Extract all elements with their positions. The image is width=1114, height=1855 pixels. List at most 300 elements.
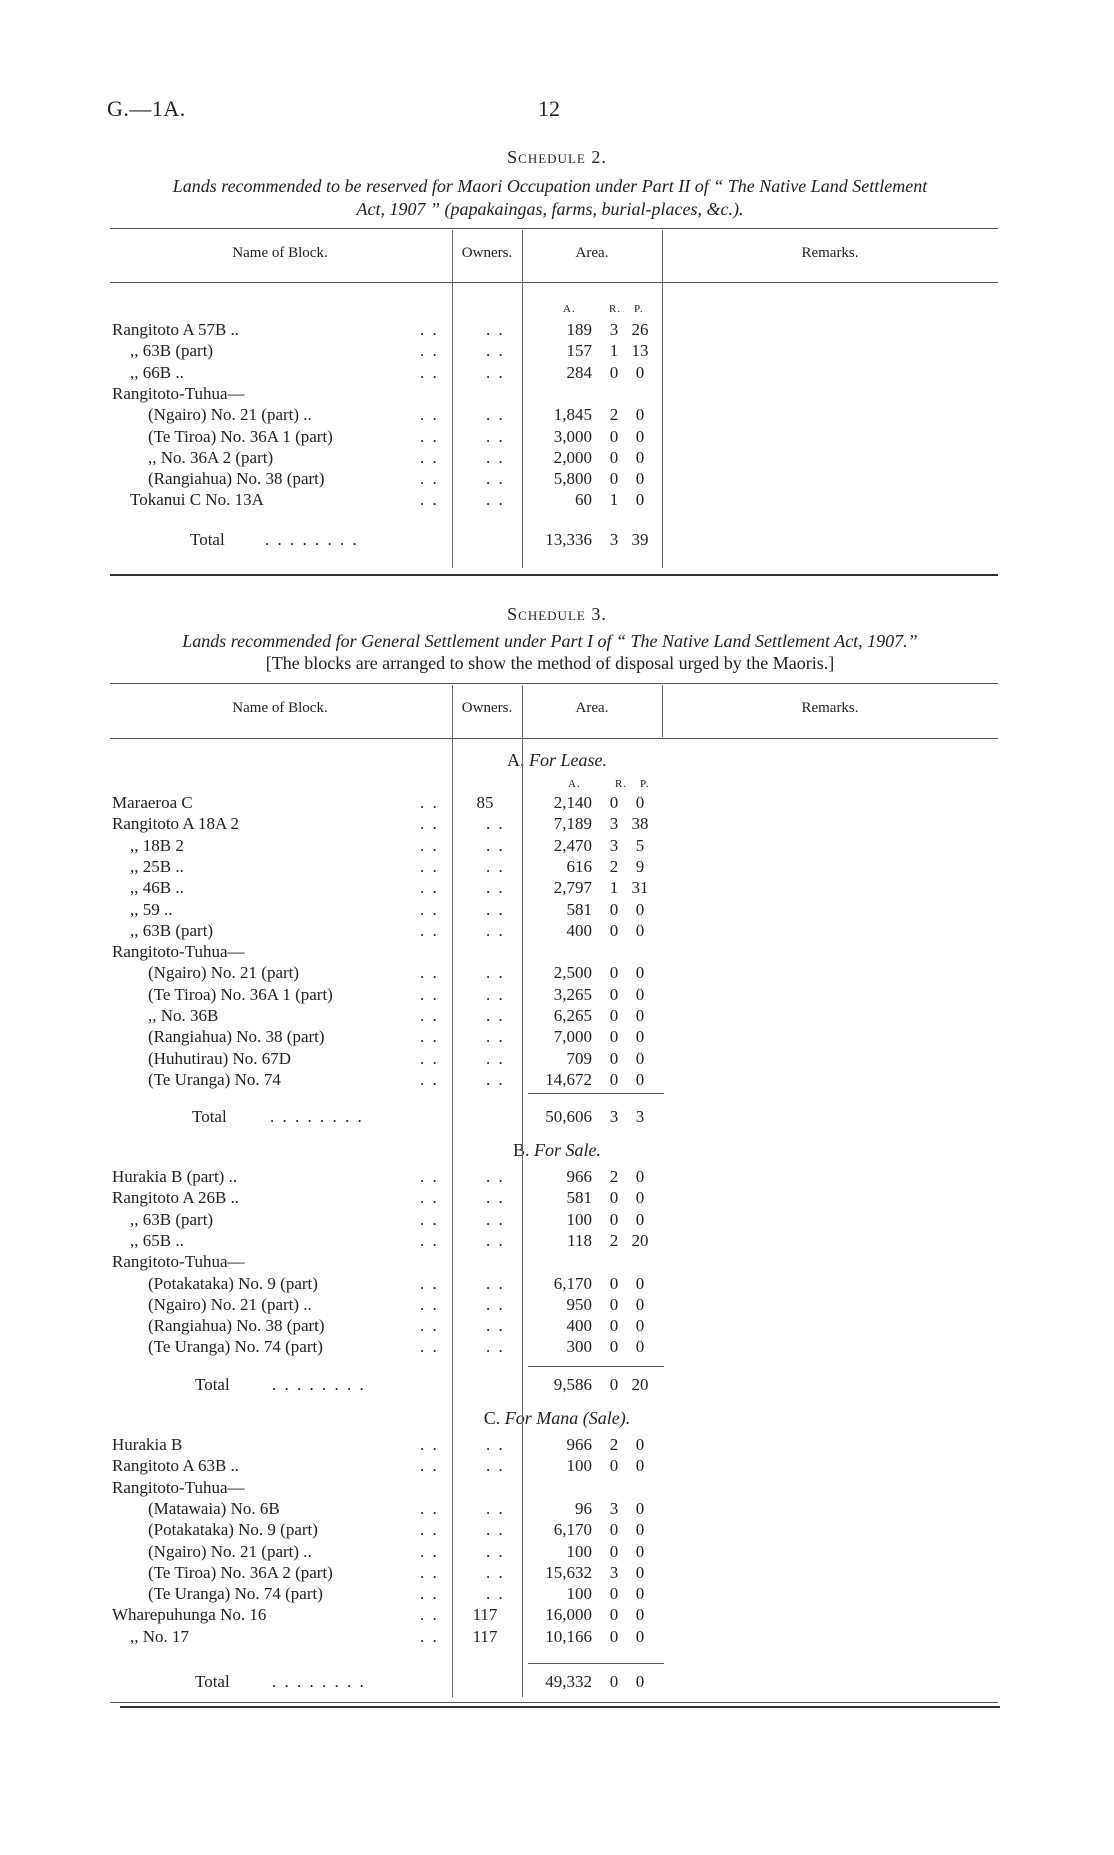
dot-leader: . .	[420, 1006, 439, 1025]
section-c-sum-rule	[528, 1663, 664, 1664]
schedule-3-note: [The blocks are arranged to show the method of disposal urged by the Maoris.]	[265, 653, 835, 673]
section-a-total-row	[0, 1107, 1114, 1128]
block-name: (Rangiahua) No. 38 (part)	[148, 469, 325, 489]
owners-dot-leader: . .	[486, 878, 505, 898]
area-perches: 0	[635, 1316, 645, 1336]
area-roods: 2	[609, 405, 619, 425]
area-roods: 0	[609, 1273, 619, 1293]
total-roods: 0	[609, 1375, 619, 1394]
area-perches: 20	[631, 1230, 649, 1250]
owners-dot-leader: . .	[486, 1188, 505, 1208]
schedule-2-divider	[522, 230, 523, 568]
area-acres: 1,845	[553, 405, 592, 425]
area-perches: 0	[635, 469, 645, 489]
area-roods: 2	[609, 856, 619, 876]
owners-dot-leader: . .	[486, 1584, 505, 1604]
owners-count: 85	[476, 793, 494, 812]
section-b-total-row	[0, 1375, 1114, 1396]
dot-leader: . .	[420, 1562, 439, 1582]
block-name: ,, 18B 2	[130, 835, 184, 855]
block-name: (Huhutirau) No. 67D	[148, 1048, 292, 1068]
block-name: ,, 63B (part)	[130, 1209, 214, 1229]
table-row	[0, 1070, 1114, 1091]
dot-leader: . .	[420, 490, 439, 510]
area-acres: 6,170	[553, 1520, 592, 1540]
area-perches: 0	[635, 1273, 645, 1293]
section-a-letter: A.	[507, 750, 525, 770]
area-roods: 0	[609, 1605, 619, 1625]
area-perches: 0	[635, 1048, 645, 1068]
area-roods: 0	[609, 920, 619, 940]
total-label: Total	[190, 530, 225, 549]
area-roods: 0	[609, 1316, 619, 1336]
owners-dot-leader: . .	[486, 920, 505, 940]
area-perches: 0	[635, 1294, 645, 1314]
schedule-3-bottom-rule-1	[110, 1702, 998, 1703]
area-roods: 0	[609, 1520, 619, 1540]
area-acres: 2,140	[553, 793, 592, 812]
owners-dot-leader: . .	[486, 490, 505, 510]
table-row	[0, 469, 1114, 490]
page-number: 12	[538, 96, 560, 121]
total-roods: 3	[609, 530, 619, 549]
block-name: Rangitoto-Tuhua—	[112, 383, 245, 403]
table-row	[0, 341, 1114, 362]
dot-leader: . . . . . . . .	[272, 1375, 366, 1394]
area-acres: 950	[566, 1294, 592, 1314]
table-row	[0, 1499, 1114, 1520]
area-perches: 0	[635, 426, 645, 446]
area-roods: 2	[609, 1167, 619, 1186]
area-perches: 26	[631, 320, 649, 339]
schedule-2-col-owners: Owners.	[461, 245, 513, 261]
owners-dot-leader: . .	[486, 1069, 505, 1089]
table-row	[0, 384, 1114, 405]
block-name: Hurakia B	[112, 1435, 183, 1454]
area-acres: 100	[566, 1584, 592, 1604]
owners-dot-leader: . .	[486, 1520, 505, 1540]
area-acres: 6,170	[553, 1273, 592, 1293]
owners-dot-leader: . .	[486, 1048, 505, 1068]
schedule-2-title: Schedule 2.	[507, 147, 607, 167]
total-roods: 0	[609, 1672, 619, 1691]
dot-leader: . .	[420, 1230, 439, 1250]
block-name: ,, 66B ..	[130, 362, 184, 382]
owners-dot-leader: . .	[486, 835, 505, 855]
table-row	[0, 942, 1114, 963]
dot-leader: . .	[420, 1456, 439, 1476]
owners-dot-leader: . .	[486, 1316, 505, 1336]
schedule-3-divider	[662, 685, 663, 737]
block-name: (Ngairo) No. 21 (part) ..	[148, 405, 312, 425]
owners-dot-leader: . .	[486, 1006, 505, 1025]
table-row	[0, 1252, 1114, 1273]
block-name: Rangitoto-Tuhua—	[112, 942, 245, 962]
dot-leader: . .	[420, 1435, 439, 1454]
total-acres: 50,606	[545, 1107, 592, 1126]
block-name: ,, No. 36A 2 (part)	[148, 447, 274, 467]
table-row	[0, 1478, 1114, 1499]
dot-leader: . .	[420, 984, 439, 1004]
table-row	[0, 1316, 1114, 1337]
table-row	[0, 878, 1114, 899]
dot-leader: . .	[420, 1048, 439, 1068]
table-row	[0, 320, 1114, 341]
block-name: Rangitoto A 26B ..	[112, 1188, 240, 1208]
area-roods: 0	[609, 1294, 619, 1314]
area-roods: 0	[609, 362, 619, 382]
area-roods: 0	[609, 963, 619, 983]
area-roods: 0	[609, 1456, 619, 1476]
owners-dot-leader: . .	[486, 1230, 505, 1250]
total-label: Total	[195, 1672, 230, 1691]
area-perches: 0	[635, 984, 645, 1004]
schedule-3-divider	[522, 685, 523, 1697]
area-acres: 616	[566, 856, 592, 876]
owners-dot-leader: . .	[486, 1541, 505, 1561]
table-row	[0, 963, 1114, 984]
total-perches: 39	[631, 530, 649, 549]
owners-dot-leader: . .	[486, 1167, 505, 1186]
area-perches: 0	[635, 1520, 645, 1540]
area-perches: 38	[631, 814, 649, 834]
schedule-2-header-rule	[110, 282, 998, 283]
table-row	[0, 1520, 1114, 1541]
dot-leader: . .	[420, 1520, 439, 1540]
block-name: (Te Tiroa) No. 36A 1 (part)	[148, 984, 333, 1004]
table-row	[0, 1295, 1114, 1316]
schedule-3-divider	[452, 685, 453, 1697]
block-name: ,, 63B (part)	[130, 341, 214, 361]
area-acres: 581	[566, 899, 592, 919]
schedule-2-col-remarks: Remarks.	[801, 245, 859, 261]
section-c-label: For Mana (Sale).	[504, 1408, 631, 1428]
block-name: Rangitoto-Tuhua—	[112, 1477, 245, 1497]
block-name: (Te Uranga) No. 74	[148, 1069, 281, 1089]
area-perches: 0	[635, 1541, 645, 1561]
table-row	[0, 1435, 1114, 1456]
owners-dot-leader: . .	[486, 814, 505, 834]
area-perches: 13	[631, 341, 649, 361]
section-c-letter: C.	[483, 1408, 501, 1428]
area-roods: 0	[609, 426, 619, 446]
schedule-2-description-line-2: Act, 1907 ” (papakaingas, farms, burial-places, &c.).	[356, 199, 744, 219]
total-acres: 49,332	[545, 1672, 592, 1691]
area-perches: 0	[635, 1626, 645, 1646]
block-name: Maraeroa C	[112, 793, 193, 812]
area-acres: 100	[566, 1209, 592, 1229]
section-a-label: For Lease.	[529, 750, 607, 770]
area-perches: 0	[635, 1337, 645, 1357]
table-row	[0, 1584, 1114, 1605]
owners-dot-leader: . .	[486, 1435, 505, 1454]
dot-leader: . .	[420, 856, 439, 876]
area-roods: 0	[609, 447, 619, 467]
area-acres: 400	[566, 1316, 592, 1336]
dot-leader: . .	[420, 1273, 439, 1293]
area-perches: 0	[635, 1456, 645, 1476]
dot-leader: . .	[420, 469, 439, 489]
area-acres: 5,800	[553, 469, 592, 489]
block-name: (Rangiahua) No. 38 (part)	[148, 1027, 325, 1047]
block-name: Rangitoto A 63B ..	[112, 1456, 240, 1476]
area-perches: 0	[635, 1027, 645, 1047]
area-perches: 0	[635, 1188, 645, 1208]
dot-leader: . .	[420, 320, 439, 339]
dot-leader: . .	[420, 1294, 439, 1314]
table-row	[0, 793, 1114, 814]
area-roods: 0	[609, 1069, 619, 1089]
table-row	[0, 405, 1114, 426]
owners-dot-leader: . .	[486, 1562, 505, 1582]
area-acres: 60	[575, 490, 592, 510]
table-row	[0, 1563, 1114, 1584]
block-name: Tokanui C No. 13A	[130, 490, 264, 510]
area-roods: 0	[609, 1188, 619, 1208]
schedule-2-top-rule	[110, 228, 998, 229]
area-roods: 0	[609, 1006, 619, 1025]
area-roods: 0	[609, 1209, 619, 1229]
total-label: Total	[192, 1107, 227, 1126]
block-name: Hurakia B (part) ..	[112, 1167, 238, 1186]
block-name: ,, 63B (part)	[130, 920, 214, 940]
area-perches: 31	[631, 878, 649, 898]
owners-dot-leader: . .	[486, 1294, 505, 1314]
total-roods: 3	[609, 1107, 619, 1126]
area-acres: 14,672	[545, 1069, 592, 1089]
area-acres: 2,797	[553, 878, 592, 898]
owners-dot-leader: . .	[486, 320, 505, 339]
section-c-heading	[0, 1408, 1114, 1429]
owners-dot-leader: . .	[486, 1337, 505, 1357]
table-row	[0, 1049, 1114, 1070]
schedule-3-bottom-rule-2	[120, 1706, 1000, 1708]
dot-leader: . . . . . . . .	[272, 1672, 366, 1691]
section-a-roods-label: R.	[615, 778, 628, 790]
dot-leader: . .	[420, 963, 439, 983]
area-perches: 0	[635, 1006, 645, 1025]
section-a-acres-label: A.	[568, 778, 581, 790]
area-acres: 709	[566, 1048, 592, 1068]
section-a-perches-label: P.	[640, 778, 650, 790]
schedule-3-col-name: Name of Block.	[232, 700, 328, 716]
area-perches: 0	[635, 1069, 645, 1089]
owners-dot-leader: . .	[486, 341, 505, 361]
schedule-2-roods-label: R.	[609, 303, 622, 315]
area-perches: 0	[635, 1435, 645, 1454]
schedule-2-divider	[452, 230, 453, 568]
dot-leader: . .	[420, 814, 439, 834]
block-name: (Te Tiroa) No. 36A 2 (part)	[148, 1562, 333, 1582]
dot-leader: . .	[420, 878, 439, 898]
section-a-sum-rule	[528, 1093, 664, 1094]
schedule-3-col-area: Area.	[575, 700, 609, 716]
section-a-heading	[0, 750, 1114, 771]
document-reference: G.—1A.	[107, 96, 186, 121]
dot-leader: . .	[420, 1626, 439, 1646]
section-b-heading	[0, 1140, 1114, 1161]
area-acres: 16,000	[545, 1605, 592, 1625]
area-roods: 0	[609, 793, 619, 812]
area-acres: 966	[566, 1167, 592, 1186]
area-acres: 100	[566, 1456, 592, 1476]
block-name: ,, 46B ..	[130, 878, 184, 898]
area-perches: 0	[635, 490, 645, 510]
dot-leader: . . . . . . . .	[270, 1107, 364, 1126]
schedule-2-col-area: Area.	[575, 245, 609, 261]
block-name: (Te Uranga) No. 74 (part)	[148, 1337, 323, 1357]
table-row	[0, 900, 1114, 921]
block-name: ,, 59 ..	[130, 899, 173, 919]
area-roods: 3	[609, 320, 619, 339]
owners-dot-leader: . .	[486, 447, 505, 467]
area-perches: 0	[635, 1498, 645, 1518]
schedule-3-top-rule	[110, 683, 998, 684]
block-name: Wharepuhunga No. 16	[112, 1605, 267, 1625]
area-acres: 157	[566, 341, 592, 361]
owners-dot-leader: . .	[486, 1027, 505, 1047]
area-acres: 118	[567, 1230, 592, 1250]
area-roods: 1	[609, 341, 619, 361]
area-acres: 400	[566, 920, 592, 940]
dot-leader: . .	[420, 341, 439, 361]
area-perches: 0	[635, 920, 645, 940]
area-acres: 300	[566, 1337, 592, 1357]
owners-dot-leader: . .	[486, 469, 505, 489]
table-row	[0, 363, 1114, 384]
total-label: Total	[195, 1375, 230, 1394]
table-row	[0, 1231, 1114, 1252]
table-row	[0, 1456, 1114, 1477]
total-acres: 9,586	[553, 1375, 592, 1394]
table-row	[0, 1542, 1114, 1563]
table-row	[0, 985, 1114, 1006]
area-acres: 7,189	[553, 814, 592, 834]
schedule-2-total-row	[0, 530, 1114, 551]
block-name: Rangitoto-Tuhua—	[112, 1252, 245, 1272]
dot-leader: . .	[420, 1584, 439, 1604]
schedule-3-col-owners: Owners.	[461, 700, 513, 716]
area-perches: 0	[635, 447, 645, 467]
dot-leader: . .	[420, 793, 439, 812]
area-roods: 2	[609, 1435, 619, 1454]
schedule-3-description: Lands recommended for General Settlement under Part I of “ The Native Land Settlement Act, 1907.”	[182, 631, 918, 651]
area-roods: 0	[609, 1626, 619, 1646]
area-acres: 2,470	[553, 835, 592, 855]
table-row	[0, 1167, 1114, 1188]
schedule-2-divider	[662, 230, 663, 568]
dot-leader: . .	[420, 835, 439, 855]
schedule-2-description-line-1: Lands recommended to be reserved for Maori Occupation under Part II of “ The Native Land Settlement	[172, 176, 928, 196]
area-perches: 5	[635, 835, 645, 855]
owners-dot-leader: . .	[486, 1498, 505, 1518]
block-name: Rangitoto A 57B ..	[112, 320, 240, 339]
block-name: (Ngairo) No. 21 (part)	[148, 963, 300, 983]
block-name: (Potakataka) No. 9 (part)	[148, 1273, 318, 1293]
owners-dot-leader: . .	[486, 426, 505, 446]
schedule-3-header-rule	[110, 738, 998, 739]
block-name: (Rangiahua) No. 38 (part)	[148, 1316, 325, 1336]
section-b-sum-rule	[528, 1366, 664, 1367]
area-roods: 0	[609, 1027, 619, 1047]
schedule-2-perches-label: P.	[634, 303, 644, 315]
owners-dot-leader: . .	[486, 963, 505, 983]
table-row	[0, 1627, 1114, 1648]
area-perches: 0	[635, 1209, 645, 1229]
area-perches: 0	[635, 362, 645, 382]
block-name: ,, 65B ..	[130, 1230, 184, 1250]
area-acres: 189	[566, 320, 592, 339]
area-roods: 3	[609, 814, 619, 834]
block-name: (Matawaia) No. 6B	[148, 1498, 280, 1518]
area-acres: 96	[575, 1498, 592, 1518]
dot-leader: . .	[420, 1209, 439, 1229]
block-name: (Te Tiroa) No. 36A 1 (part)	[148, 426, 333, 446]
section-b-letter: B.	[512, 1140, 530, 1160]
table-row	[0, 1337, 1114, 1358]
block-name: (Ngairo) No. 21 (part) ..	[148, 1294, 312, 1314]
table-row	[0, 1274, 1114, 1295]
owners-dot-leader: . .	[486, 1456, 505, 1476]
area-roods: 0	[609, 469, 619, 489]
area-roods: 0	[609, 1048, 619, 1068]
block-name: (Ngairo) No. 21 (part) ..	[148, 1541, 312, 1561]
area-perches: 0	[635, 793, 645, 812]
area-roods: 0	[609, 899, 619, 919]
block-name: ,, 25B ..	[130, 856, 184, 876]
dot-leader: . .	[420, 405, 439, 425]
area-roods: 3	[609, 835, 619, 855]
owners-dot-leader: . .	[486, 1273, 505, 1293]
table-row	[0, 857, 1114, 878]
owners-dot-leader: . .	[486, 362, 505, 382]
dot-leader: . .	[420, 1498, 439, 1518]
dot-leader: . .	[420, 1605, 439, 1625]
total-perches: 0	[635, 1672, 645, 1691]
table-row	[0, 1027, 1114, 1048]
area-perches: 0	[635, 1605, 645, 1625]
area-acres: 6,265	[553, 1006, 592, 1025]
table-row	[0, 814, 1114, 835]
area-roods: 3	[609, 1498, 619, 1518]
dot-leader: . .	[420, 1167, 439, 1186]
schedule-3-col-remarks: Remarks.	[801, 700, 859, 716]
dot-leader: . .	[420, 899, 439, 919]
area-roods: 2	[609, 1230, 619, 1250]
area-perches: 9	[635, 856, 645, 876]
dot-leader: . .	[420, 1541, 439, 1561]
section-b-label: For Sale.	[534, 1140, 601, 1160]
table-row	[0, 1188, 1114, 1209]
area-roods: 1	[609, 490, 619, 510]
area-acres: 7,000	[553, 1027, 592, 1047]
area-acres: 2,500	[553, 963, 592, 983]
schedule-2-acres-label: A.	[563, 303, 576, 315]
table-row	[0, 448, 1114, 469]
schedule-2-col-name: Name of Block.	[232, 245, 328, 261]
table-row	[0, 427, 1114, 448]
area-acres: 15,632	[545, 1562, 592, 1582]
owners-dot-leader: . .	[486, 405, 505, 425]
table-row	[0, 1006, 1114, 1027]
schedule-3-title: Schedule 3.	[507, 604, 607, 624]
table-row	[0, 921, 1114, 942]
area-acres: 2,000	[553, 447, 592, 467]
section-c-total-row	[0, 1672, 1114, 1693]
total-acres: 13,336	[545, 530, 592, 549]
area-roods: 0	[609, 1584, 619, 1604]
area-roods: 0	[609, 1337, 619, 1357]
